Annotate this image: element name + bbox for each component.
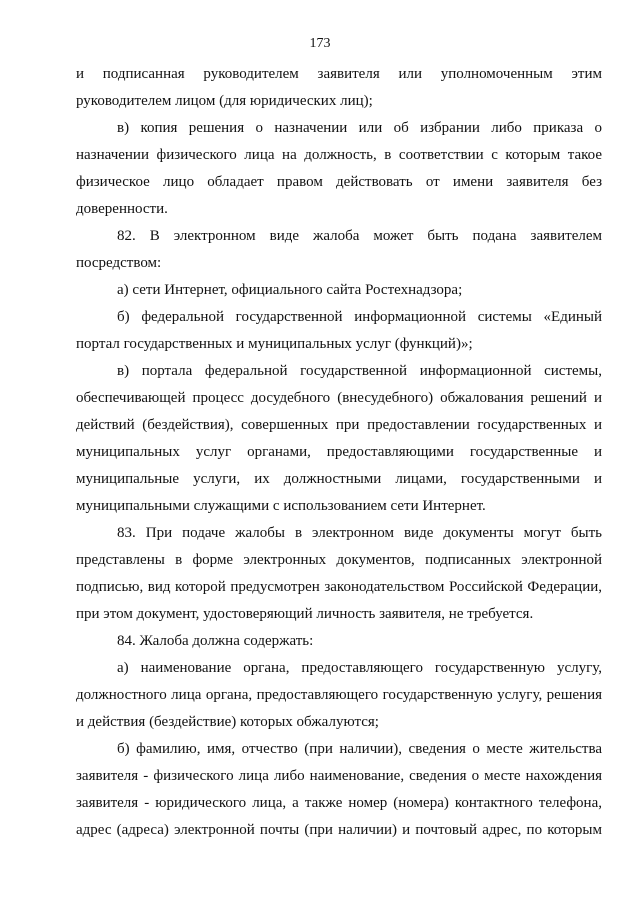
- page-number: 173: [309, 36, 331, 51]
- page-bottom-edge: [0, 897, 640, 905]
- paragraph-82-b: б) федеральной государственной информационной системы «Единый портал государственных и муниципальных услуг (функций)»;: [76, 309, 602, 352]
- paragraph-83: 83. При подаче жалобы в электронном виде документы могут быть представлены в форме электронных документов, подписанных электронной подписью, вид которой предусмотрен законодательством Российской Федерации, при этом документ, удостоверяющий личность заявителя, не требуется.: [76, 525, 602, 622]
- document-body: [76, 61, 602, 844]
- paragraph-82-v: в) портала федеральной государственной информационной системы, обеспечивающей процесс досудебного (внесудебного) обжалования решений и действий (бездействия), совершенных при предоставлении государственных и муниципальных услуг органами, предоставляющими государственные и муниципальные услуги, их должностными лицами, государственными и муниципальными служащими с использованием сети Интернет.: [76, 363, 602, 514]
- paragraph-84-a: а) наименование органа, предоставляющего государственную услугу, должностного лица органа, предоставляющего государственную услугу, решения и действия (бездействие) которых обжалуются;: [76, 660, 602, 730]
- paragraph-84-b: б) фамилию, имя, отчество (при наличии), сведения о месте жительства заявителя - физического лица либо наименование, сведения о месте нахождения заявителя - юридического лица, а также номер (номера) контактного телефона, адрес (адреса) электронной почты (при наличии) и почтовый адрес, по которым: [76, 741, 602, 838]
- paragraph-84: 84. Жалоба должна содержать:: [117, 633, 314, 649]
- paragraph-item-v-copy: в) копия решения о назначении или об избрании либо приказа о назначении физического лица на должность, в соответствии с которым такое физическое лицо обладает правом действовать от имени заявителя без доверенности.: [76, 120, 602, 217]
- paragraph-continuation: и подписанная руководителем заявителя или уполномоченным этим руководителем лицом (для юридических лиц);: [76, 66, 602, 109]
- paragraph-82-a: а) сети Интернет, официального сайта Ростехнадзора;: [117, 282, 463, 298]
- paragraph-82: 82. В электронном виде жалоба может быть подана заявителем посредством:: [76, 228, 602, 271]
